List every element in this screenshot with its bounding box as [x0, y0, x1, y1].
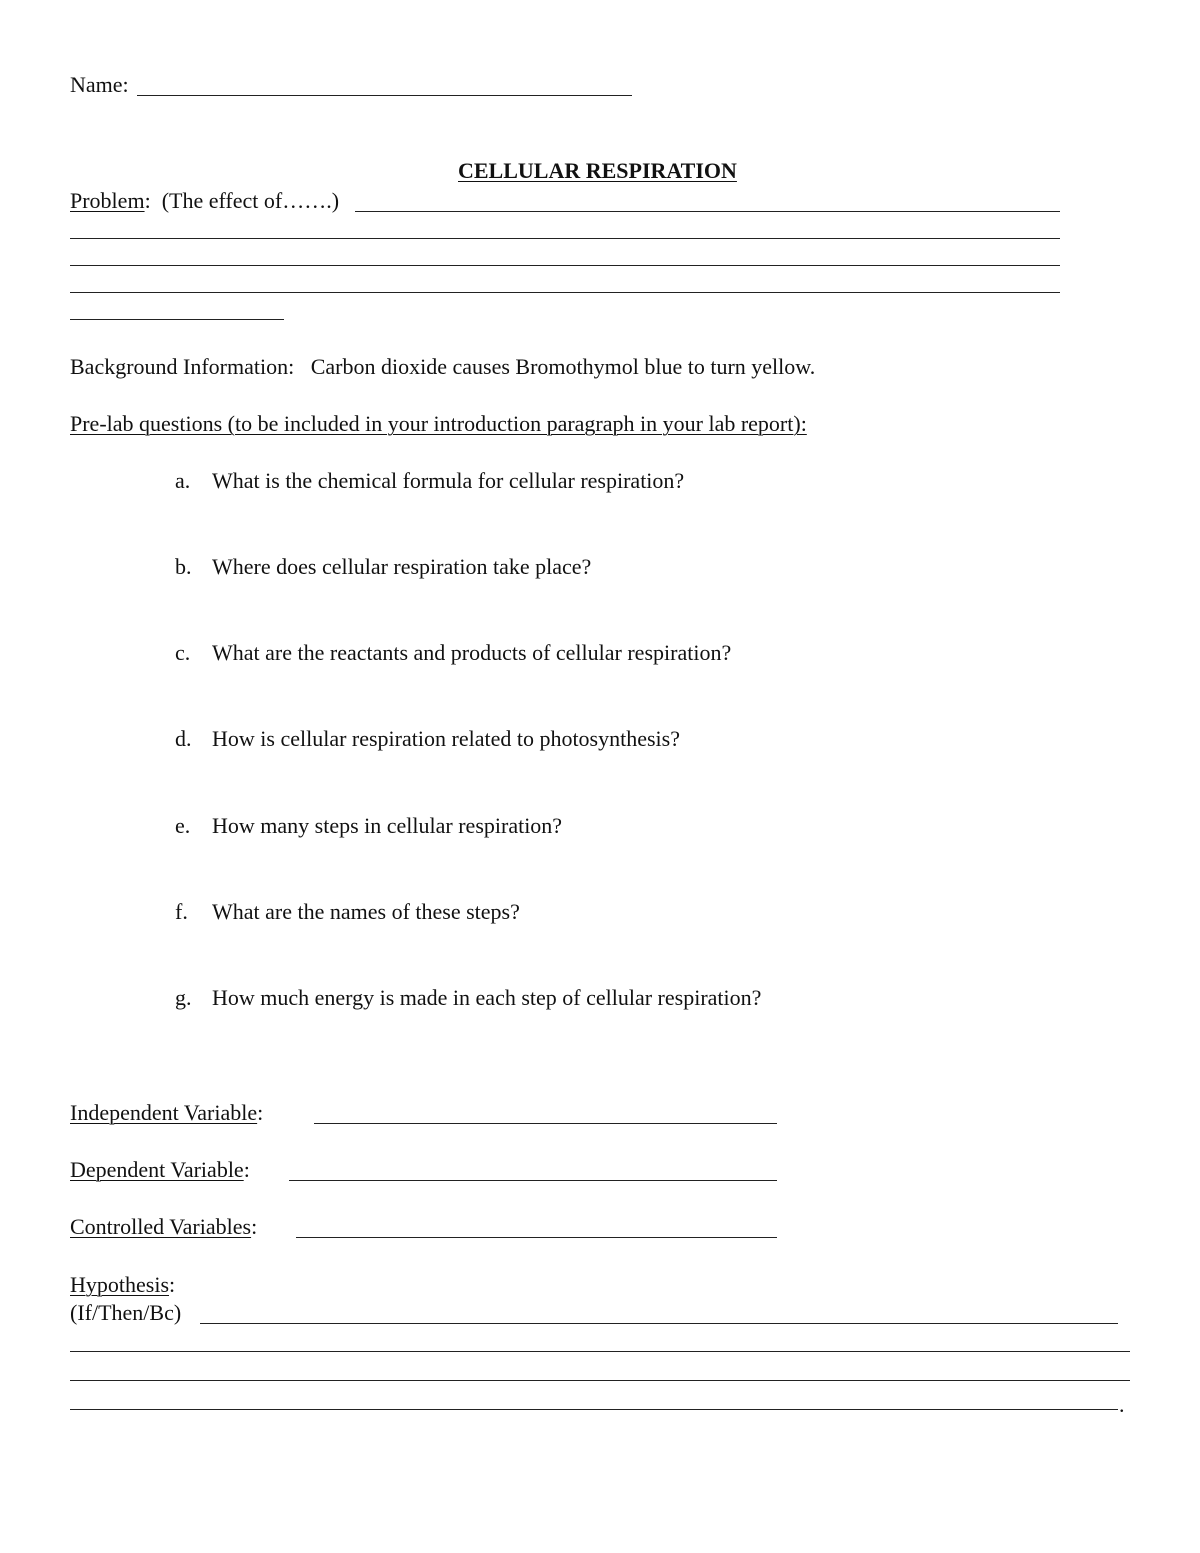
problem-blank-line-4[interactable]	[70, 292, 1060, 293]
hypothesis-prompt: (If/Then/Bc)	[70, 1300, 182, 1325]
independent-variable-label: Independent Variable	[70, 1100, 258, 1125]
question-letter: f.	[175, 899, 188, 924]
controlled-variables-label: Controlled Variables	[70, 1214, 252, 1239]
question-letter: e.	[175, 813, 191, 838]
problem-blank-line-5[interactable]	[70, 319, 284, 320]
dependent-variable-label: Dependent Variable	[70, 1157, 244, 1182]
problem-colon: :	[144, 188, 151, 213]
background-text: Carbon dioxide causes Bromothymol blue to turn yellow.	[310, 354, 816, 379]
hypothesis-colon: :	[169, 1272, 176, 1297]
question-letter: c.	[175, 640, 191, 665]
question-text: What is the chemical formula for cellular respiration?	[212, 468, 685, 493]
problem-blank-line-1[interactable]	[355, 211, 1060, 212]
name-label: Name:	[70, 72, 129, 97]
prelab-heading: Pre-lab questions (to be included in your introduction paragraph in your lab report):	[70, 411, 807, 436]
hypothesis-label: Hypothesis	[70, 1272, 169, 1297]
question-letter: d.	[175, 726, 192, 751]
controlled-variables-blank[interactable]	[296, 1237, 777, 1238]
independent-variable-blank[interactable]	[314, 1123, 777, 1124]
dependent-variable-blank[interactable]	[289, 1180, 777, 1181]
dependent-variable-heading	[70, 1159, 250, 1181]
question-text: Where does cellular respiration take place?	[212, 554, 592, 579]
independent-variable-colon: :	[257, 1100, 264, 1125]
problem-label: Problem	[70, 188, 145, 213]
problem-blank-line-3[interactable]	[70, 265, 1060, 266]
hypothesis-blank-line-3[interactable]	[70, 1380, 1130, 1381]
question-text: How many steps in cellular respiration?	[212, 813, 563, 838]
page-title: CELLULAR RESPIRATION	[458, 158, 737, 183]
hypothesis-blank-line-2[interactable]	[70, 1351, 1130, 1352]
hypothesis-blank-line-4[interactable]	[70, 1409, 1118, 1410]
question-letter: g.	[175, 985, 192, 1010]
question-letter: a.	[175, 468, 191, 493]
controlled-variables-heading	[70, 1216, 257, 1238]
problem-blank-line-2[interactable]	[70, 238, 1060, 239]
hypothesis-heading	[70, 1274, 175, 1296]
question-text: How is cellular respiration related to photosynthesis?	[212, 726, 680, 751]
controlled-variables-colon: :	[251, 1214, 258, 1239]
question-text: What are the names of these steps?	[212, 899, 520, 924]
background-line	[70, 356, 815, 378]
background-label: Background Information:	[70, 354, 295, 379]
question-text: How much energy is made in each step of cellular respiration?	[212, 985, 762, 1010]
hypothesis-blank-line-1[interactable]	[200, 1323, 1118, 1324]
dependent-variable-colon: :	[243, 1157, 250, 1182]
name-blank-line[interactable]	[137, 95, 632, 96]
independent-variable-heading	[70, 1102, 263, 1124]
hypothesis-end-period: .	[1119, 1392, 1125, 1417]
question-text: What are the reactants and products of cellular respiration?	[212, 640, 732, 665]
problem-heading	[70, 190, 339, 212]
problem-prompt: (The effect of…….)	[161, 188, 340, 213]
question-letter: b.	[175, 554, 192, 579]
